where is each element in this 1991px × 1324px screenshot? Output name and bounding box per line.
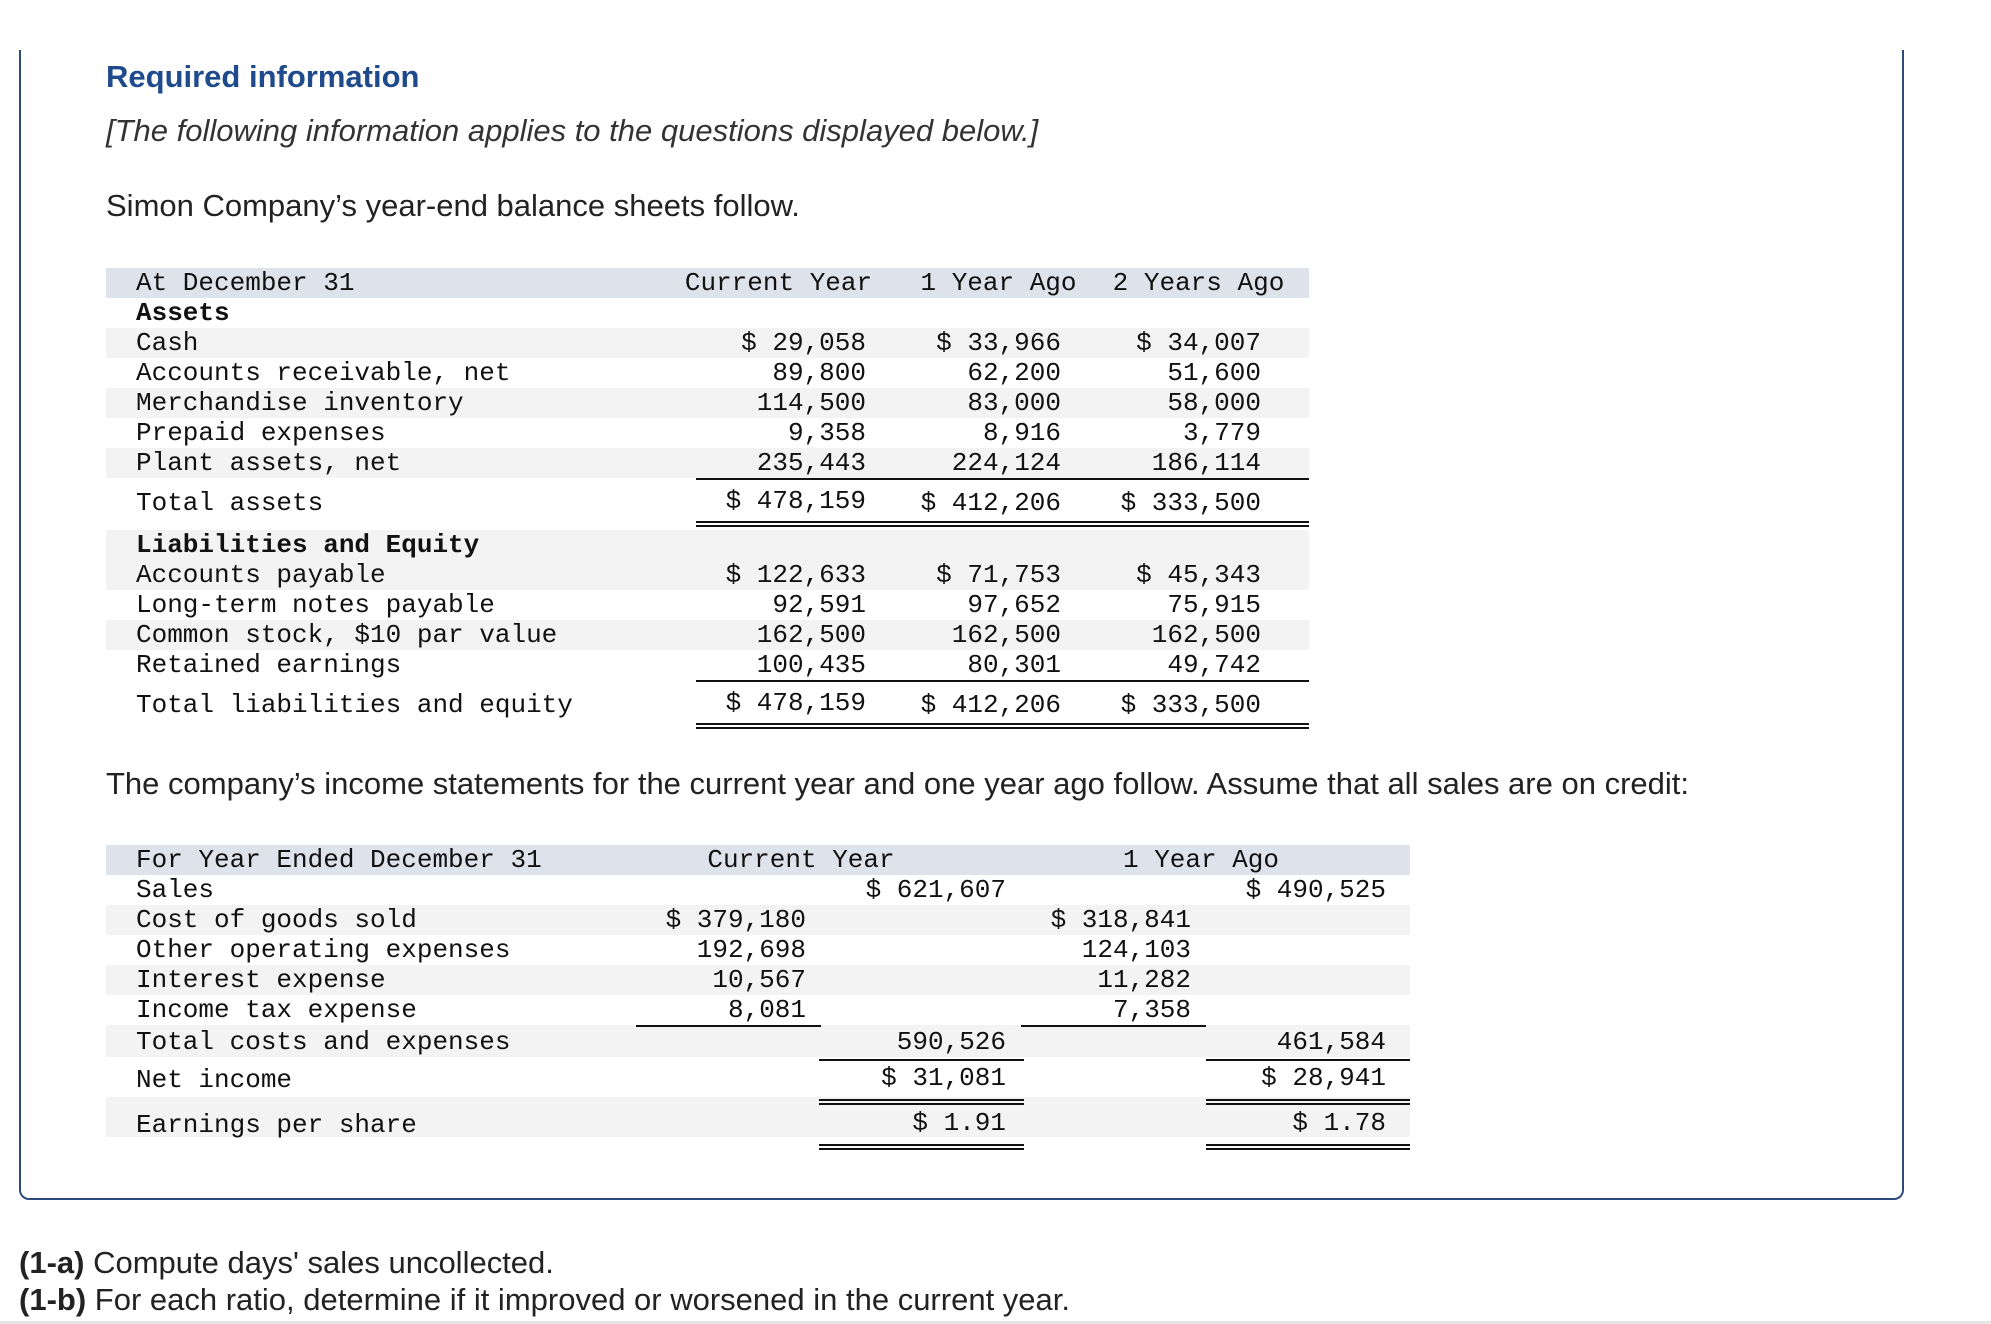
- row-label: Prepaid expenses: [136, 418, 386, 448]
- section-title: Required information: [106, 59, 420, 94]
- row-label: Accounts receivable, net: [136, 358, 511, 388]
- cell-1-year-ago: 124,103: [1081, 935, 1191, 965]
- question-1a: [19, 1245, 554, 1281]
- income-statement-table: [106, 845, 1410, 1150]
- row-label: Plant assets, net: [136, 448, 402, 478]
- row-label: Cash: [136, 328, 199, 358]
- total-costs-1-year-ago: 461,584: [1276, 1027, 1386, 1057]
- cell-1-year-ago: 62,200: [967, 358, 1061, 388]
- cell-current-year: $ 379,180: [665, 905, 806, 935]
- total-assets-2-years-ago: $ 333,500: [1120, 488, 1261, 518]
- cell-2-years-ago: 3,779: [1182, 418, 1261, 448]
- cell-current-year: 162,500: [756, 620, 866, 650]
- total-liabilities-label: Total liabilities and equity: [136, 690, 573, 720]
- total-assets-label: Total assets: [136, 488, 324, 518]
- total-liabilities-2-years-ago: $ 333,500: [1120, 690, 1261, 720]
- net-income-double-rule: [819, 1099, 1024, 1105]
- eps-double-rule: [1206, 1144, 1410, 1150]
- cell-2-years-ago: $ 45,343: [1136, 560, 1261, 590]
- total-liabilities-current-year: $ 478,159: [725, 688, 866, 718]
- balance-sheet-lead: Simon Company’s year-end balance sheets follow.: [106, 188, 800, 223]
- eps-double-rule: [819, 1144, 1024, 1150]
- row-label: Cost of goods sold: [136, 905, 417, 935]
- cell-2-years-ago: 51,600: [1167, 358, 1261, 388]
- row-label: Common stock, $10 par value: [136, 620, 558, 650]
- question-tag: (1-b): [19, 1282, 87, 1317]
- row-label: Income tax expense: [136, 995, 417, 1025]
- cell-current-year: 192,698: [696, 935, 806, 965]
- expense-subtotal-rule: [636, 1025, 821, 1027]
- cell-1-year-ago: 224,124: [951, 448, 1061, 478]
- net-income-double-rule: [1206, 1099, 1410, 1105]
- total-rule: [1206, 1059, 1410, 1061]
- cell-current-year: 8,081: [727, 995, 806, 1025]
- subtotal-rule: [696, 680, 1309, 682]
- cell-2-years-ago: 58,000: [1167, 388, 1261, 418]
- cell-2-years-ago: 49,742: [1167, 650, 1261, 680]
- net-income-current-year: $ 31,081: [881, 1063, 1006, 1093]
- cell-1-year-ago: 97,652: [967, 590, 1061, 620]
- sales-label: Sales: [136, 875, 215, 905]
- cell-1-year-ago: 162,500: [951, 620, 1061, 650]
- cell-1-year-ago: 80,301: [967, 650, 1061, 680]
- row-label: Other operating expenses: [136, 935, 511, 965]
- total-assets-1-year-ago: $ 412,206: [920, 488, 1061, 518]
- row-label: Retained earnings: [136, 650, 402, 680]
- cell-2-years-ago: 162,500: [1151, 620, 1261, 650]
- expense-subtotal-rule: [1021, 1025, 1206, 1027]
- total-rule: [819, 1059, 1024, 1061]
- cell-1-year-ago: 7,358: [1112, 995, 1191, 1025]
- balance-sheet-table: [106, 268, 1309, 728]
- subtotal-rule: [696, 478, 1309, 480]
- total-costs-current-year: 590,526: [896, 1027, 1006, 1057]
- eps-current-year: $ 1.91: [912, 1108, 1006, 1138]
- net-income-1-year-ago: $ 28,941: [1261, 1063, 1386, 1093]
- sales-current-year: $ 621,607: [865, 875, 1006, 905]
- cell-current-year: 9,358: [787, 418, 866, 448]
- total-double-rule: [696, 723, 1309, 729]
- cell-2-years-ago: $ 34,007: [1136, 328, 1261, 358]
- sales-1-year-ago: $ 490,525: [1245, 875, 1386, 905]
- column-header-2-years-ago: 2 Years Ago: [1112, 268, 1285, 298]
- cell-current-year: $ 122,633: [725, 560, 866, 590]
- cell-1-year-ago: 83,000: [967, 388, 1061, 418]
- question-1b: [19, 1282, 1070, 1318]
- total-double-rule: [696, 521, 1309, 527]
- row-label: Interest expense: [136, 965, 386, 995]
- cell-2-years-ago: 186,114: [1151, 448, 1261, 478]
- column-header-period: For Year Ended December 31: [136, 845, 542, 875]
- column-header-current-year: Current Year: [684, 268, 873, 298]
- cell-1-year-ago: 8,916: [982, 418, 1061, 448]
- cell-1-year-ago: $ 318,841: [1050, 905, 1191, 935]
- assets-heading: Assets: [136, 298, 230, 328]
- column-header-date: At December 31: [136, 268, 355, 298]
- cell-current-year: 89,800: [772, 358, 866, 388]
- liabilities-heading: Liabilities and Equity: [136, 530, 480, 560]
- cell-2-years-ago: 75,915: [1167, 590, 1261, 620]
- net-income-label: Net income: [136, 1065, 293, 1095]
- question-tag: (1-a): [19, 1245, 85, 1280]
- cell-1-year-ago: 11,282: [1097, 965, 1191, 995]
- intro-note: [The following information applies to the questions displayed below.]: [106, 113, 1039, 148]
- column-header-1-year-ago: 1 Year Ago: [920, 268, 1077, 298]
- eps-1-year-ago: $ 1.78: [1292, 1108, 1386, 1138]
- total-costs-label: Total costs and expenses: [136, 1027, 511, 1057]
- cell-current-year: 235,443: [756, 448, 866, 478]
- cell-current-year: 92,591: [772, 590, 866, 620]
- total-liabilities-1-year-ago: $ 412,206: [920, 690, 1061, 720]
- row-label: Long-term notes payable: [136, 590, 495, 620]
- question-text: For each ratio, determine if it improved or worsened in the current year.: [86, 1282, 1070, 1317]
- cell-current-year: 100,435: [756, 650, 866, 680]
- eps-label: Earnings per share: [136, 1110, 417, 1140]
- row-label: Merchandise inventory: [136, 388, 464, 418]
- income-statement-lead: The company’s income statements for the current year and one year ago follow. Assume that all sales are on credit:: [106, 766, 1689, 801]
- cell-current-year: $ 29,058: [741, 328, 866, 358]
- column-header-1-year-ago: 1 Year Ago: [1122, 845, 1280, 875]
- total-assets-current-year: $ 478,159: [725, 486, 866, 516]
- question-text: Compute days' sales uncollected.: [84, 1245, 554, 1280]
- row-label: Accounts payable: [136, 560, 386, 590]
- cell-current-year: 114,500: [756, 388, 866, 418]
- cell-current-year: 10,567: [712, 965, 806, 995]
- column-header-current-year: Current Year: [707, 845, 895, 875]
- cell-1-year-ago: $ 33,966: [936, 328, 1061, 358]
- cell-1-year-ago: $ 71,753: [936, 560, 1061, 590]
